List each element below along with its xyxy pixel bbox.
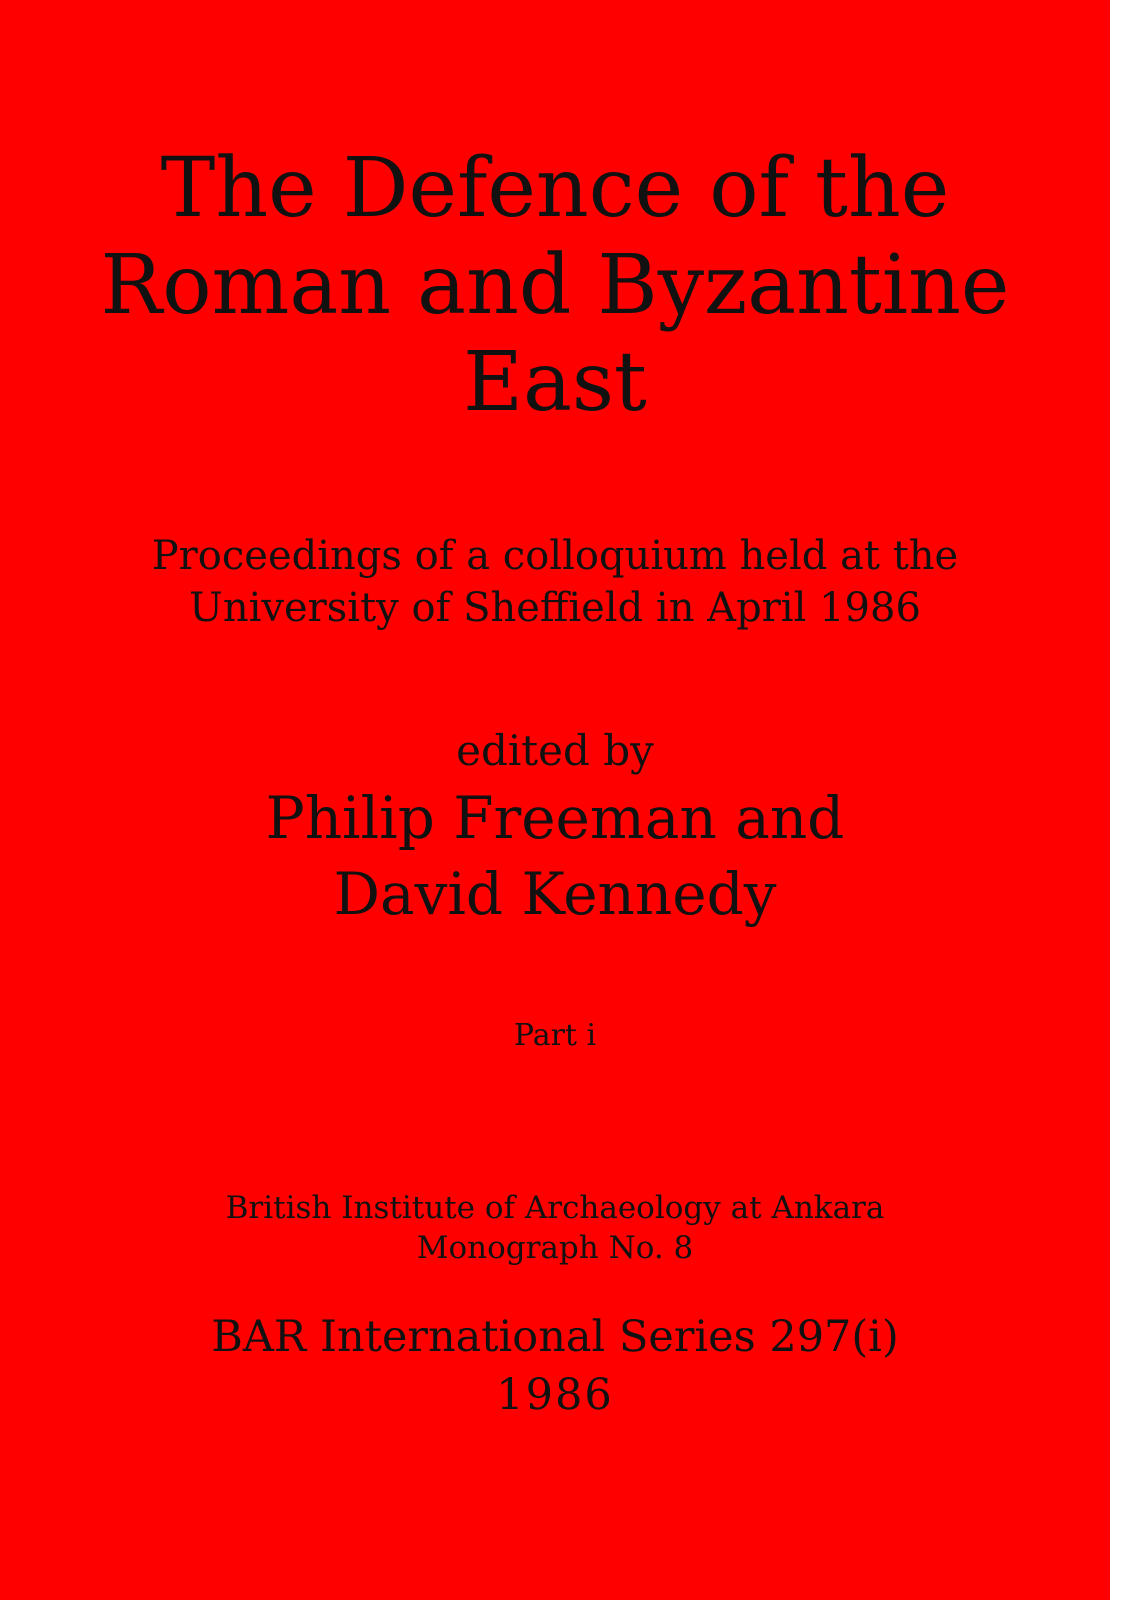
editor-names bbox=[0, 780, 1110, 932]
publication-year bbox=[0, 1366, 1110, 1424]
editor-line: David Kennedy bbox=[333, 860, 777, 928]
edited-by-label bbox=[0, 722, 1110, 780]
title-line: The Defence of the bbox=[160, 141, 950, 236]
part-label bbox=[0, 1016, 1110, 1056]
series-text: BAR International Series 297(i) bbox=[211, 1312, 899, 1362]
institute-line: British Institute of Archaeology at Ankara bbox=[225, 1190, 885, 1226]
book-title bbox=[0, 140, 1110, 431]
part-text: Part i bbox=[513, 1018, 597, 1053]
edited-by-text: edited by bbox=[456, 726, 654, 775]
institute-info bbox=[0, 1188, 1110, 1268]
subtitle-line: University of Sheffield in April 1986 bbox=[189, 585, 921, 631]
series-label bbox=[0, 1308, 1110, 1366]
monograph-line: Monograph No. 8 bbox=[416, 1230, 694, 1266]
book-subtitle bbox=[0, 530, 1110, 634]
editor-line: Philip Freeman and bbox=[265, 784, 845, 852]
title-line: Roman and Byzantine bbox=[100, 238, 1010, 333]
year-text: 1986 bbox=[496, 1370, 614, 1420]
title-line: East bbox=[463, 335, 647, 430]
subtitle-line: Proceedings of a colloquium held at the bbox=[151, 533, 959, 579]
